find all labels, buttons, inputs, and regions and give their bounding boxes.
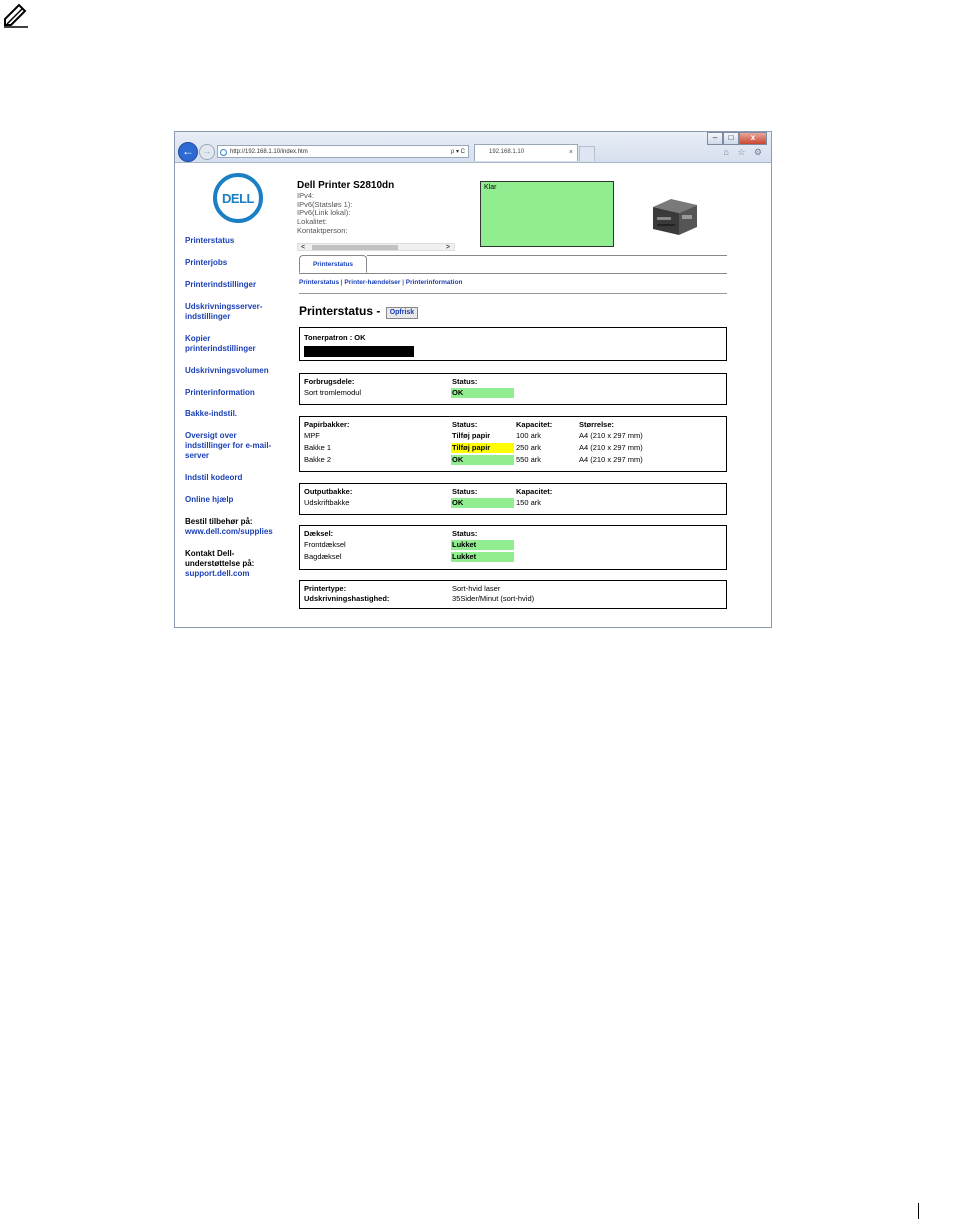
output-tray-section	[299, 483, 727, 515]
printer-image	[649, 193, 699, 237]
minimize-button[interactable]: –	[707, 132, 723, 145]
sidebar-item-bakke-indstil[interactable]: Bakke-indstil.	[185, 409, 238, 418]
status-badge: Tilføj papir	[451, 443, 514, 453]
supplies-link[interactable]: www.dell.com/supplies	[185, 527, 273, 536]
consumables-status-header: Status:	[452, 377, 478, 386]
trays-status-header: Status:	[452, 420, 478, 429]
printer-type-label: Printertype:	[304, 584, 347, 593]
tab-printerstatus[interactable]: Printerstatus	[299, 255, 367, 273]
address-url: http://192.168.1.10/index.htm	[230, 149, 308, 155]
tray-name: MPF	[304, 431, 320, 440]
tray-capacity: 100 ark	[516, 431, 542, 440]
tab-close-icon[interactable]: ×	[568, 149, 573, 156]
status-badge: OK	[451, 388, 514, 398]
tab-bar-line	[367, 255, 727, 256]
toner-level-bar	[304, 346, 414, 357]
sublink-printer-haendelser[interactable]: Printer-hændelser	[344, 279, 401, 286]
covers-section	[299, 525, 727, 570]
output-status-header: Status:	[452, 487, 478, 496]
sublink-printerinformation[interactable]: Printerinformation	[405, 279, 463, 286]
ipv6-stateless-label: IPv6(Statsløs 1):	[297, 199, 353, 209]
tray-name: Bakke 2	[304, 455, 332, 464]
support-heading: Kontakt Dell-	[185, 549, 235, 558]
sidebar-item-kopier-line2[interactable]: printerindstillinger	[185, 344, 256, 353]
tray-name: Bakke 1	[304, 443, 332, 452]
trays-size-header: Størrelse:	[579, 420, 615, 429]
consumables-section	[299, 373, 727, 405]
note-pencil-icon	[2, 2, 32, 28]
printer-status-panel	[480, 181, 614, 247]
sidebar-item-email-server[interactable]: Oversigt over	[185, 431, 237, 440]
covers-status-header: Status:	[452, 529, 478, 538]
table-row	[300, 431, 726, 441]
support-link[interactable]: support.dell.com	[185, 569, 250, 578]
dell-logo	[213, 173, 263, 223]
ie-page-icon	[220, 149, 227, 156]
table-row	[300, 443, 726, 453]
sublink-printerstatus[interactable]: Printerstatus	[299, 279, 340, 286]
sidebar-item-kopier[interactable]: Kopier	[185, 334, 211, 343]
support-heading-line2: understøttelse på:	[185, 559, 255, 568]
table-row	[300, 388, 726, 398]
sidebar-item-printerinformation[interactable]: Printerinformation	[185, 388, 255, 397]
cover-name: Bagdæksel	[304, 552, 342, 561]
sublink-separator: |	[400, 279, 406, 286]
table-row	[300, 594, 726, 604]
browser-tab[interactable]	[474, 144, 578, 161]
status-badge: OK	[451, 455, 514, 465]
print-speed-label: Udskrivningshastighed:	[304, 594, 390, 603]
close-window-button[interactable]: x	[739, 132, 767, 145]
sublink-separator: |	[339, 279, 345, 286]
home-favorites-settings-icons[interactable]: ⌂ ☆ ⚙	[723, 147, 765, 157]
supplies-heading: Bestil tilbehør på:	[185, 517, 253, 526]
status-panel-text: Klar	[484, 184, 497, 191]
refresh-button[interactable]: Opfrisk	[386, 307, 419, 319]
printer-model-title: Dell Printer S2810dn	[297, 180, 395, 191]
window-controls	[707, 132, 767, 145]
scroll-left-icon[interactable]: <	[301, 244, 306, 251]
location-label: Lokalitet:	[297, 217, 328, 227]
contact-label: Kontaktperson:	[297, 225, 348, 235]
table-row	[300, 498, 726, 508]
sidebar-item-printerstatus[interactable]: Printerstatus	[185, 236, 235, 245]
table-row	[300, 584, 726, 594]
tray-capacity: 250 ark	[516, 443, 542, 452]
covers-header: Dæksel:	[304, 529, 334, 538]
table-row	[300, 552, 726, 562]
browser-window	[174, 131, 772, 628]
sidebar-item-indstil-kodeord[interactable]: Indstil kodeord	[185, 473, 243, 482]
forward-arrow-icon[interactable]: →	[199, 144, 215, 160]
output-header: Outputbakke:	[304, 487, 353, 496]
sidebar-item-printerjobs[interactable]: Printerjobs	[185, 258, 228, 267]
trays-header: Papirbakker:	[304, 420, 350, 429]
sidebar-item-udskrivningsserver-line2[interactable]: indstillinger	[185, 312, 231, 321]
tray-size: A4 (210 x 297 mm)	[579, 455, 643, 464]
page-title	[299, 304, 418, 319]
paper-trays-section	[299, 416, 727, 472]
sidebar-item-online-hjaelp[interactable]: Online hjælp	[185, 495, 234, 504]
sub-navigation	[299, 279, 462, 286]
status-badge: Tilføj papir	[452, 431, 491, 440]
new-tab-button[interactable]	[579, 146, 595, 161]
browser-tab-title: 192.168.1.10	[489, 149, 525, 155]
scroll-right-icon[interactable]: >	[445, 244, 450, 251]
printer-network-info	[297, 192, 352, 236]
toner-status-label: Tonerpatron : OK	[304, 333, 366, 342]
tab-bar	[299, 255, 727, 274]
output-capacity: 150 ark	[516, 498, 542, 507]
tray-capacity: 550 ark	[516, 455, 542, 464]
scrollbar-thumb[interactable]	[312, 245, 398, 250]
print-speed-value: 35Sider/Minut (sort-hvid)	[452, 594, 535, 603]
tray-size: A4 (210 x 297 mm)	[579, 443, 643, 452]
table-row	[300, 540, 726, 550]
status-badge: Lukket	[451, 552, 514, 562]
tray-size: A4 (210 x 297 mm)	[579, 431, 643, 440]
status-badge: OK	[451, 498, 514, 508]
output-tray-name: Udskriftbakke	[304, 498, 350, 507]
page-content	[175, 163, 771, 627]
page-number-rule	[918, 1203, 919, 1219]
trays-capacity-header: Kapacitet:	[516, 420, 553, 429]
divider	[299, 293, 727, 294]
ipv6-link-local-label: IPv6(Link lokal):	[297, 208, 351, 218]
printer-type-value: Sort-hvid laser	[452, 584, 501, 593]
printer-info-section	[299, 580, 727, 609]
browser-chrome	[175, 132, 771, 163]
sidebar-item-printerindstillinger[interactable]: Printerindstillinger	[185, 280, 257, 289]
consumable-name: Sort tromlemodul	[304, 388, 362, 397]
ipv4-label: IPv4:	[297, 191, 315, 200]
dell-logo-text: DELL	[222, 190, 254, 206]
maximize-button[interactable]: □	[723, 132, 739, 145]
sidebar-item-email-server-line2[interactable]: indstillinger for e-mail-	[185, 441, 272, 450]
table-row	[300, 455, 726, 465]
toner-section	[299, 327, 727, 361]
consumables-header: Forbrugsdele:	[304, 377, 355, 386]
cover-name: Frontdæksel	[304, 540, 346, 549]
back-arrow-icon[interactable]: ←	[178, 142, 198, 162]
page-title-text: Printerstatus -	[299, 304, 384, 318]
address-bar[interactable]	[217, 145, 469, 158]
horizontal-scrollbar[interactable]	[297, 243, 455, 251]
sidebar-item-udskrivningsserver[interactable]: Udskrivningsserver-	[185, 302, 263, 311]
status-badge: Lukket	[451, 540, 514, 550]
sidebar-item-email-server-line3[interactable]: server	[185, 451, 210, 460]
sidebar-item-udskrivningsvolumen[interactable]: Udskrivningsvolumen	[185, 366, 269, 375]
search-refresh-icon[interactable]: ρ ▾ C	[450, 149, 465, 155]
output-capacity-header: Kapacitet:	[516, 487, 553, 496]
